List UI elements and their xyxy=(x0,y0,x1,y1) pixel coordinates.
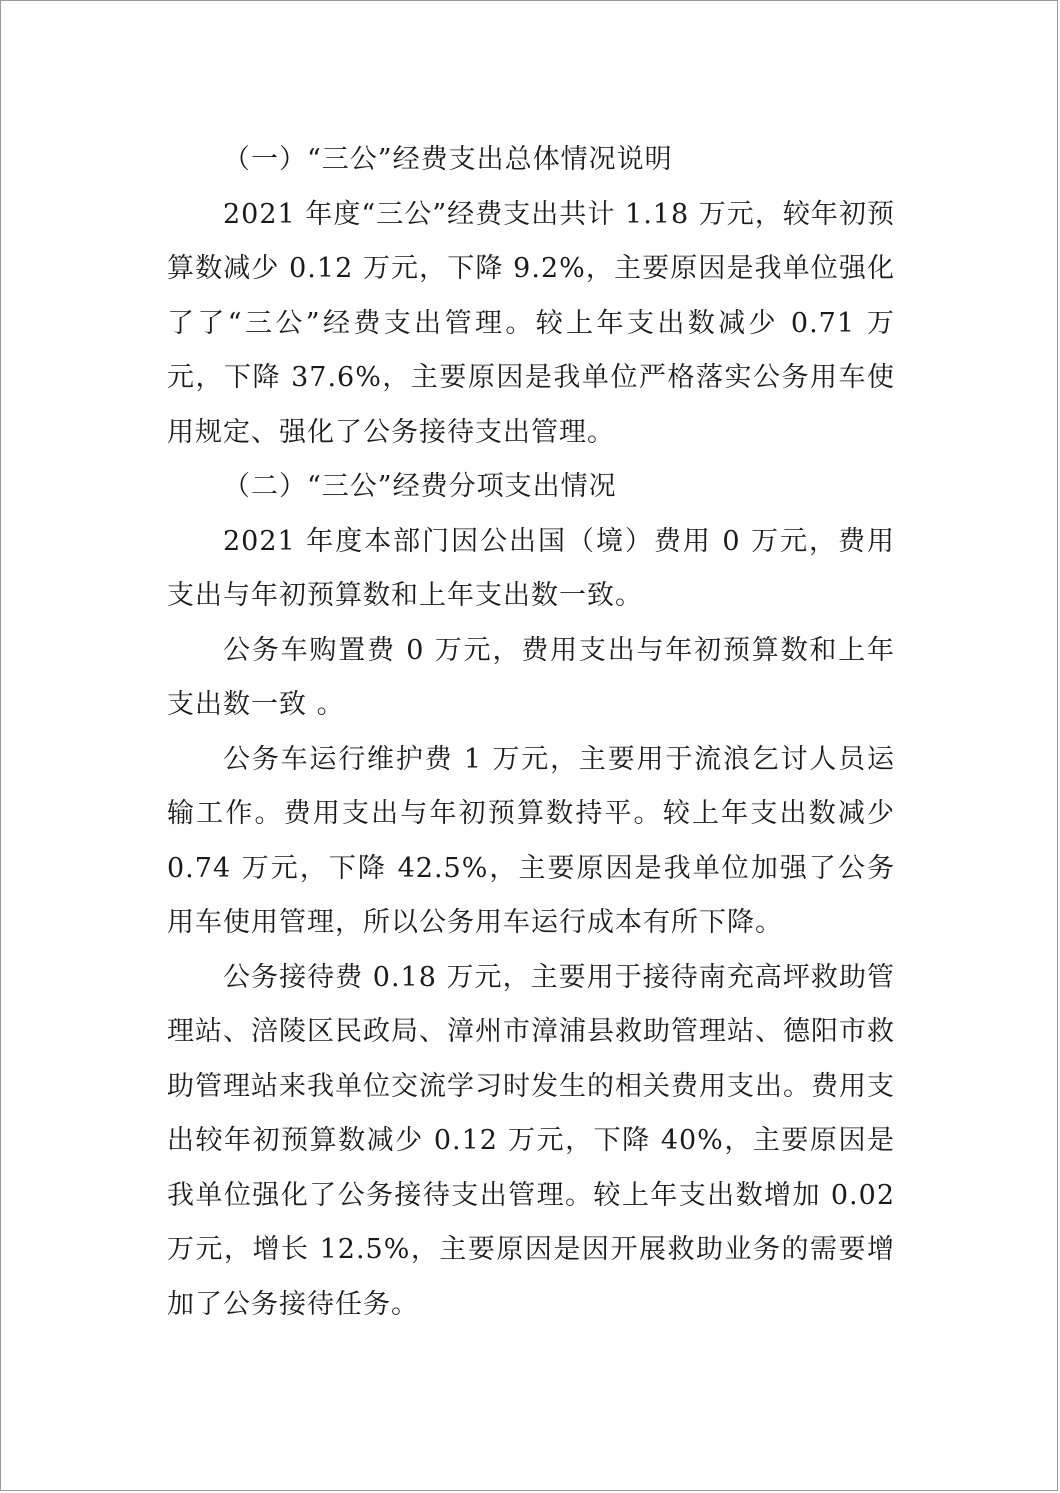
section-heading-overall: （一）“三公”经费支出总体情况说明 xyxy=(223,144,673,175)
document-body xyxy=(167,133,895,1332)
paragraph-vehicle-purchase: 公务车购置费 0 万元，费用支出与年初预算数和上年支出数一致 。 xyxy=(167,634,895,720)
paragraph-vehicle-operation: 公务车运行维护费 1 万元，主要用于流浪乞讨人员运输工作。费用支出与年初预算数持平。较上年支出数减少 0.74 万元，下降 42.5%，主要原因是我单位加强了公务用车使用管理，所以公务用车运行成本有所下降。 xyxy=(167,743,895,938)
paragraph-overseas-travel: 2021 年度本部门因公出国（境）费用 0 万元，费用支出与年初预算数和上年支出数一致。 xyxy=(167,525,895,611)
section-heading-itemized: （二）“三公”经费分项支出情况 xyxy=(223,471,617,502)
paragraph-overall-summary: 2021 年度“三公”经费支出共计 1.18 万元，较年初预算数减少 0.12 万元，下降 9.2%，主要原因是我单位强化了了“三公”经费支出管理。较上年支出数减少 0.71 万元，下降 37.6%，主要原因是我单位严格落实公务用车使用规定、强化了公务接待支出管理。 xyxy=(167,198,895,448)
paragraph-official-reception: 公务接待费 0.18 万元，主要用于接待南充高坪救助管理站、涪陵区民政局、漳州市漳浦县救助管理站、德阳市救助管理站来我单位交流学习时发生的相关费用支出。费用支出较年初预算数减少 0.12 万元，下降 40%，主要原因是我单位强化了公务接待支出管理。较上年支出数增加 0.02 万元，增长 12.5%，主要原因是因开展救助业务的需要增加了公务接待任务。 xyxy=(167,961,895,1320)
